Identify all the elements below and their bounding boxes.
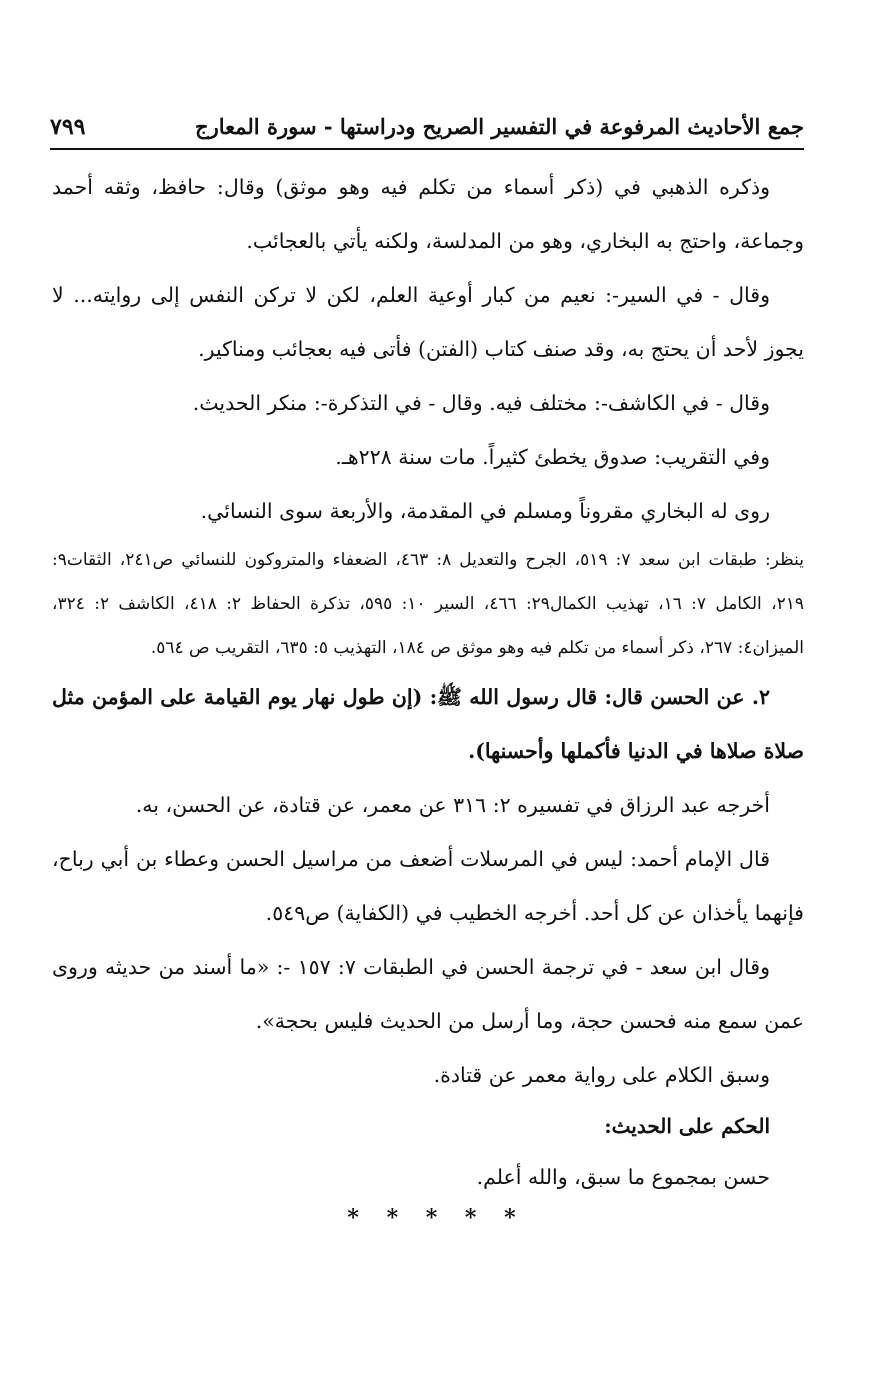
section-divider: * * * * * <box>347 1205 526 1231</box>
hadith-text: ٢. عن الحسن قال: قال رسول الله ﷺ: (إن طول نهار يوم القيامة على المؤمن مثل صلاة صلاها في الدنيا فأكملها وأحسنها). <box>52 685 804 763</box>
header-title: جمع الأحاديث المرفوعة في التفسير الصريح ودراستها - سورة المعارج <box>195 114 804 139</box>
footnote-references: ينظر: طبقات ابن سعد ٧: ٥١٩، الجرح والتعديل ٨: ٤٦٣، الضعفاء والمتروكون للنسائي ص٢٤١، الثقات٩: ٢١٩، الكامل ٧: ١٦، تهذيب الكمال٢٩: ٤٦٦، السير ١٠: ٥٩٥، تذكرة الحفاظ ٢: ٤١٨، الكاشف ٢: ٣٢٤، الميزان٤: ٢٦٧، ذكر أسماء من تكلم فيه وهو موثق ص ١٨٤، التهذيب ٥: ٦٣٥، التقريب ص ٥٦٤. <box>52 550 804 658</box>
paragraph-ibn-saad: وقال ابن سعد - في ترجمة الحسن في الطبقات ٧: ١٥٧ -: «ما أسند من حديثه وروى عمن سمع منه فحسن حجة، وما أرسل من الحديث فليس بحجة». <box>52 955 804 1033</box>
paragraph-siyar: وقال - في السير-: نعيم من كبار أوعية العلم، لكن لا تركن النفس إلى روايته... لا يجوز لأحد أن يحتج به، وقد صنف كتاب (الفتن) فأتى فيه بعجائب ومناكير. <box>52 283 804 361</box>
ruling-text: حسن بمجموع ما سبق، والله أعلم. <box>476 1165 770 1189</box>
paragraph-taqrib: وفي التقريب: صدوق يخطئ كثيراً. مات سنة ٢٢٨هـ. <box>335 445 770 469</box>
ruling-heading: الحكم على الحديث: <box>604 1114 770 1138</box>
paragraph-kashif: وقال - في الكاشف-: مختلف فيه. وقال - في التذكرة-: منكر الحديث. <box>192 391 770 415</box>
paragraph-ahmad: قال الإمام أحمد: ليس في المرسلات أضعف من مراسيل الحسن وعطاء بن أبي رباح، فإنهما يأخذان عن كل أحد. أخرجه الخطيب في (الكفاية) ص٥٤٩. <box>52 847 804 925</box>
page-content <box>52 160 804 1204</box>
paragraph-mamar: وسبق الكلام على رواية معمر عن قتادة. <box>433 1063 770 1087</box>
paragraph-dhahabi: وذكره الذهبي في (ذكر أسماء من تكلم فيه وهو موثق) وقال: حافظ، وثقه أحمد وجماعة، واحتج به البخاري، وهو من المدلسة، ولكنه يأتي بالعجائب. <box>52 175 804 253</box>
running-header <box>50 110 804 150</box>
page-number: ٧٩٩ <box>50 114 86 140</box>
paragraph-riwaya: روى له البخاري مقروناً ومسلم في المقدمة، والأربعة سوى النسائي. <box>200 499 770 523</box>
paragraph-takhrij: أخرجه عبد الرزاق في تفسيره ٢: ٣١٦ عن معمر، عن قتادة، عن الحسن، به. <box>135 793 770 817</box>
